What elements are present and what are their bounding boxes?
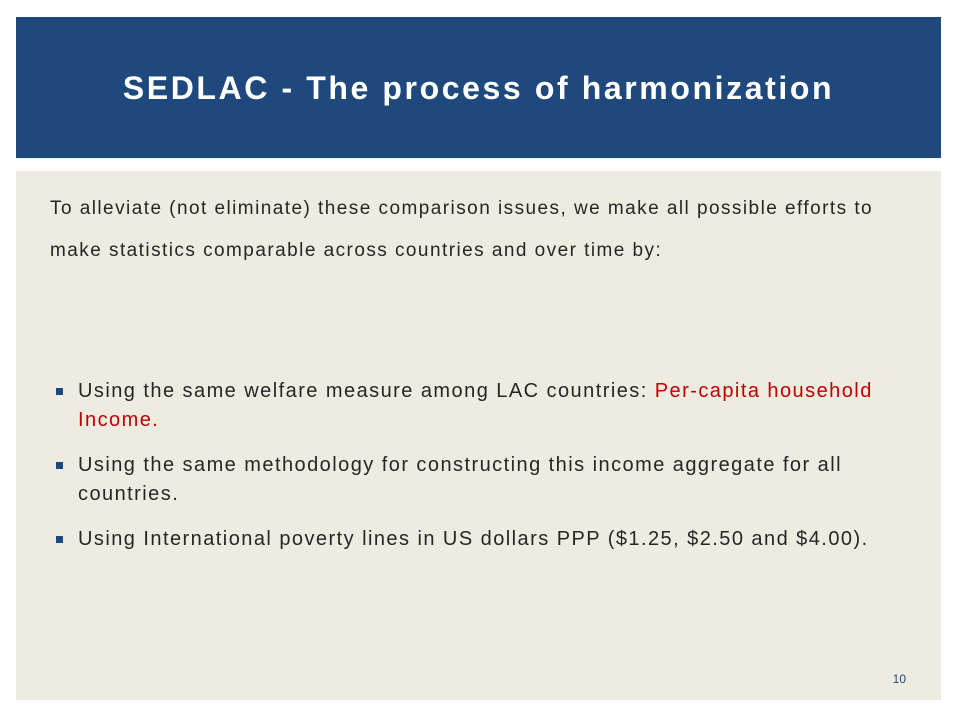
bullet-item-welfare-measure [56, 377, 906, 435]
square-bullet-icon [56, 462, 63, 469]
income-highlight: Per-capita household Income. [78, 380, 873, 431]
bullet-list [56, 377, 906, 570]
bullet-text: Using International poverty lines in US dollars PPP ($1.25, $2.50 and $4.00). [78, 528, 869, 550]
square-bullet-icon [56, 536, 63, 543]
bullet-item-poverty-lines [56, 525, 906, 554]
square-bullet-icon [56, 388, 63, 395]
intro-paragraph: To alleviate (not eliminate) these comparison issues, we make all possible efforts to make statistics comparable across countries and over time by: [50, 198, 874, 261]
bullet-item-methodology [56, 451, 906, 509]
page-number: 10 [892, 672, 906, 686]
title-band [16, 17, 941, 158]
content-panel [16, 171, 941, 700]
slide-title: SEDLAC - The process of harmonization [122, 69, 835, 106]
bullet-text: Using the same methodology for constructing this income aggregate for all countries. [78, 454, 842, 505]
bullet-text: Using the same welfare measure among LAC countries: [78, 380, 655, 402]
